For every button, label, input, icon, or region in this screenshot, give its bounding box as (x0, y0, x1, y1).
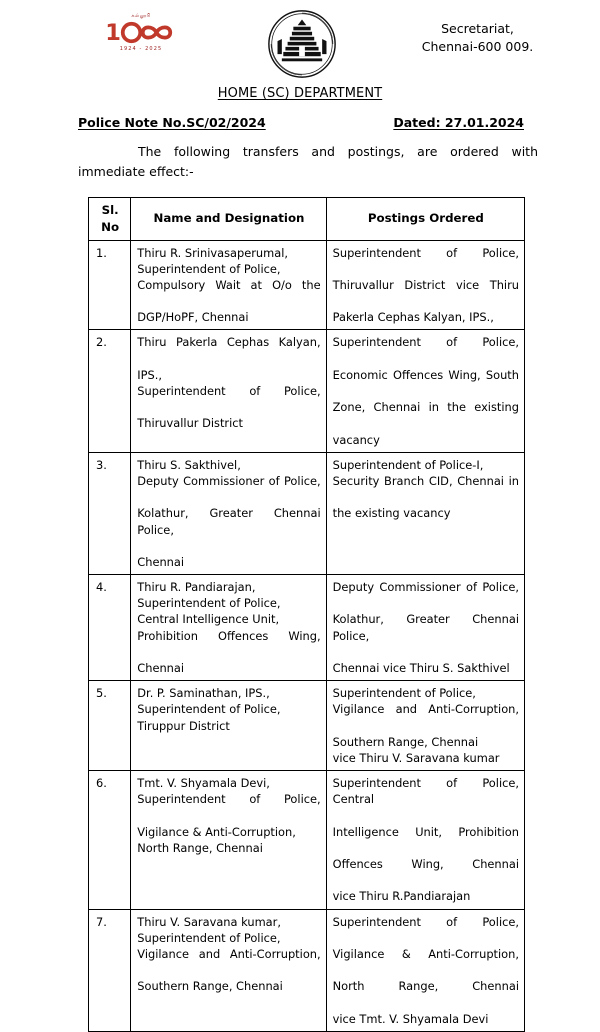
secretariat-address (390, 20, 565, 56)
text-line: the existing vacancy (332, 506, 451, 521)
cell-postings-ordered (326, 452, 524, 574)
table-row (89, 240, 525, 330)
text-line: Southern Range, Chennai (332, 734, 479, 749)
cell-serial-number: 2. (89, 330, 131, 452)
text-line: Dr. P. Saminathan, IPS., (137, 686, 270, 701)
text-line: Deputy Commissioner of Police, (332, 580, 519, 595)
text-line: IPS., (137, 367, 162, 382)
note-date: Dated: 27.01.2024 (393, 115, 524, 130)
text-line: North Range, Chennai (137, 840, 263, 855)
column-header-postings-ordered: Postings Ordered (326, 198, 524, 241)
police-note-number: Police Note No.SC/02/2024 (78, 115, 266, 130)
text-line: vice Tmt. V. Shyamala Devi (332, 1011, 489, 1026)
text-line: Offences Wing, Chennai (332, 857, 519, 872)
centenary-100-numeral-icon (104, 20, 179, 45)
text-line: Thiru R. Pandiarajan, (137, 580, 256, 595)
note-header-line (78, 115, 524, 130)
cell-serial-number: 3. (89, 452, 131, 574)
text-line: Prohibition Offences Wing, (137, 628, 321, 643)
cell-name-and-designation (131, 575, 326, 681)
cell-name-and-designation (131, 771, 326, 910)
svg-text:1: 1 (105, 20, 121, 45)
table-row (89, 452, 525, 574)
table-row (89, 681, 525, 771)
column-header-sl-no-line2: No (101, 219, 120, 234)
text-line: Thiru S. Sakthivel, (137, 457, 241, 472)
table-row (89, 575, 525, 681)
text-line: Thiruvallur District vice Thiru (332, 277, 519, 292)
table-row (89, 909, 525, 1031)
cell-name-and-designation (131, 240, 326, 330)
text-line: Central Intelligence Unit, (137, 612, 280, 627)
tamil-nadu-state-emblem-icon (266, 8, 338, 80)
text-line: Kolathur, Greater Chennai Police, (137, 506, 321, 537)
centenary-logo (104, 14, 178, 52)
text-line: Chennai vice Thiru S. Sakthivel (332, 661, 510, 675)
cell-postings-ordered (326, 771, 524, 910)
cell-postings-ordered (326, 681, 524, 771)
text-line: Superintendent of Police, (137, 384, 321, 398)
text-line: Superintendent of Police, (137, 930, 281, 945)
text-line: Tiruppur District (137, 718, 230, 733)
text-line: Economic Offences Wing, South (332, 367, 519, 382)
text-line: vacancy (332, 432, 380, 447)
department-title-text: HOME (SC) DEPARTMENT (217, 86, 383, 101)
cell-postings-ordered (326, 575, 524, 681)
text-line: Kolathur, Greater Chennai Police, (332, 612, 519, 643)
text-line: Superintendent of Police, (332, 335, 519, 350)
text-line: Southern Range, Chennai (137, 979, 283, 994)
text-line: Pakerla Cephas Kalyan, IPS., (332, 310, 494, 325)
department-title (0, 86, 600, 101)
table-row (89, 330, 525, 452)
document-header (0, 0, 600, 80)
text-line: Tmt. V. Shyamala Devi, (137, 776, 270, 791)
table-header-row (89, 198, 525, 241)
table-body (89, 240, 525, 1031)
text-line: Thiru R. Srinivasaperumal, (137, 245, 288, 260)
cell-serial-number: 6. (89, 771, 131, 910)
cell-serial-number: 1. (89, 240, 131, 330)
text-line: Superintendent of Police, Central (332, 776, 519, 807)
text-line: Superintendent of Police, (332, 686, 476, 701)
address-line-2: Chennai-600 009. (421, 39, 534, 55)
text-line: Superintendent of Police, (137, 792, 321, 807)
text-line: Chennai (137, 661, 185, 675)
cell-name-and-designation (131, 452, 326, 574)
intro-paragraph: The following transfers and postings, are ordered with immediate effect:- (78, 144, 538, 179)
text-line: Chennai (137, 554, 185, 569)
address-line-1: Secretariat, (441, 21, 514, 36)
text-line: Compulsory Wait at O/o the (137, 277, 321, 292)
centenary-logo-years: 1924 - 2025 (119, 46, 163, 52)
text-line: Superintendent of Police, (137, 702, 281, 717)
text-line: Superintendent of Police, (332, 914, 519, 929)
text-line: Intelligence Unit, Prohibition (332, 824, 519, 839)
text-line: Deputy Commissioner of Police, (137, 473, 321, 488)
centenary-logo-tamil-text: கல்லூரி (131, 13, 151, 19)
cell-name-and-designation (131, 909, 326, 1031)
text-line: Vigilance & Anti-Corruption, (137, 824, 296, 839)
cell-serial-number: 5. (89, 681, 131, 771)
text-line: DGP/HoPF, Chennai (137, 310, 249, 325)
text-line: Superintendent of Police-I, (332, 457, 484, 472)
text-line: vice Thiru R.Pandiarajan (332, 889, 471, 904)
cell-postings-ordered (326, 909, 524, 1031)
text-line: Thiruvallur District (137, 416, 244, 431)
cell-name-and-designation (131, 681, 326, 771)
cell-serial-number: 7. (89, 909, 131, 1031)
transfers-and-postings-table (88, 197, 525, 1032)
cell-postings-ordered (326, 240, 524, 330)
text-line: Vigilance and Anti-Corruption, (137, 947, 321, 961)
text-line: Thiru Pakerla Cephas Kalyan, (137, 335, 321, 350)
text-line: Zone, Chennai in the existing (332, 400, 519, 415)
text-line: Superintendent of Police, (332, 245, 519, 260)
cell-serial-number: 4. (89, 575, 131, 681)
text-line: Thiru V. Saravana kumar, (137, 914, 281, 929)
column-header-name-designation: Name and Designation (131, 198, 326, 241)
text-line: Superintendent of Police, (137, 261, 281, 276)
text-line: Superintendent of Police, (137, 596, 281, 611)
cell-postings-ordered (326, 330, 524, 452)
table-row (89, 771, 525, 910)
text-line: Vigilance and Anti-Corruption, (332, 702, 519, 717)
column-header-sl-no (89, 198, 131, 241)
text-line: Vigilance & Anti-Corruption, (332, 947, 519, 961)
cell-name-and-designation (131, 330, 326, 452)
column-header-sl-no-line1: Sl. (101, 203, 119, 217)
text-line: Security Branch CID, Chennai in (332, 473, 519, 488)
text-line: vice Thiru V. Saravana kumar (332, 750, 500, 765)
text-line: North Range, Chennai (332, 979, 519, 994)
